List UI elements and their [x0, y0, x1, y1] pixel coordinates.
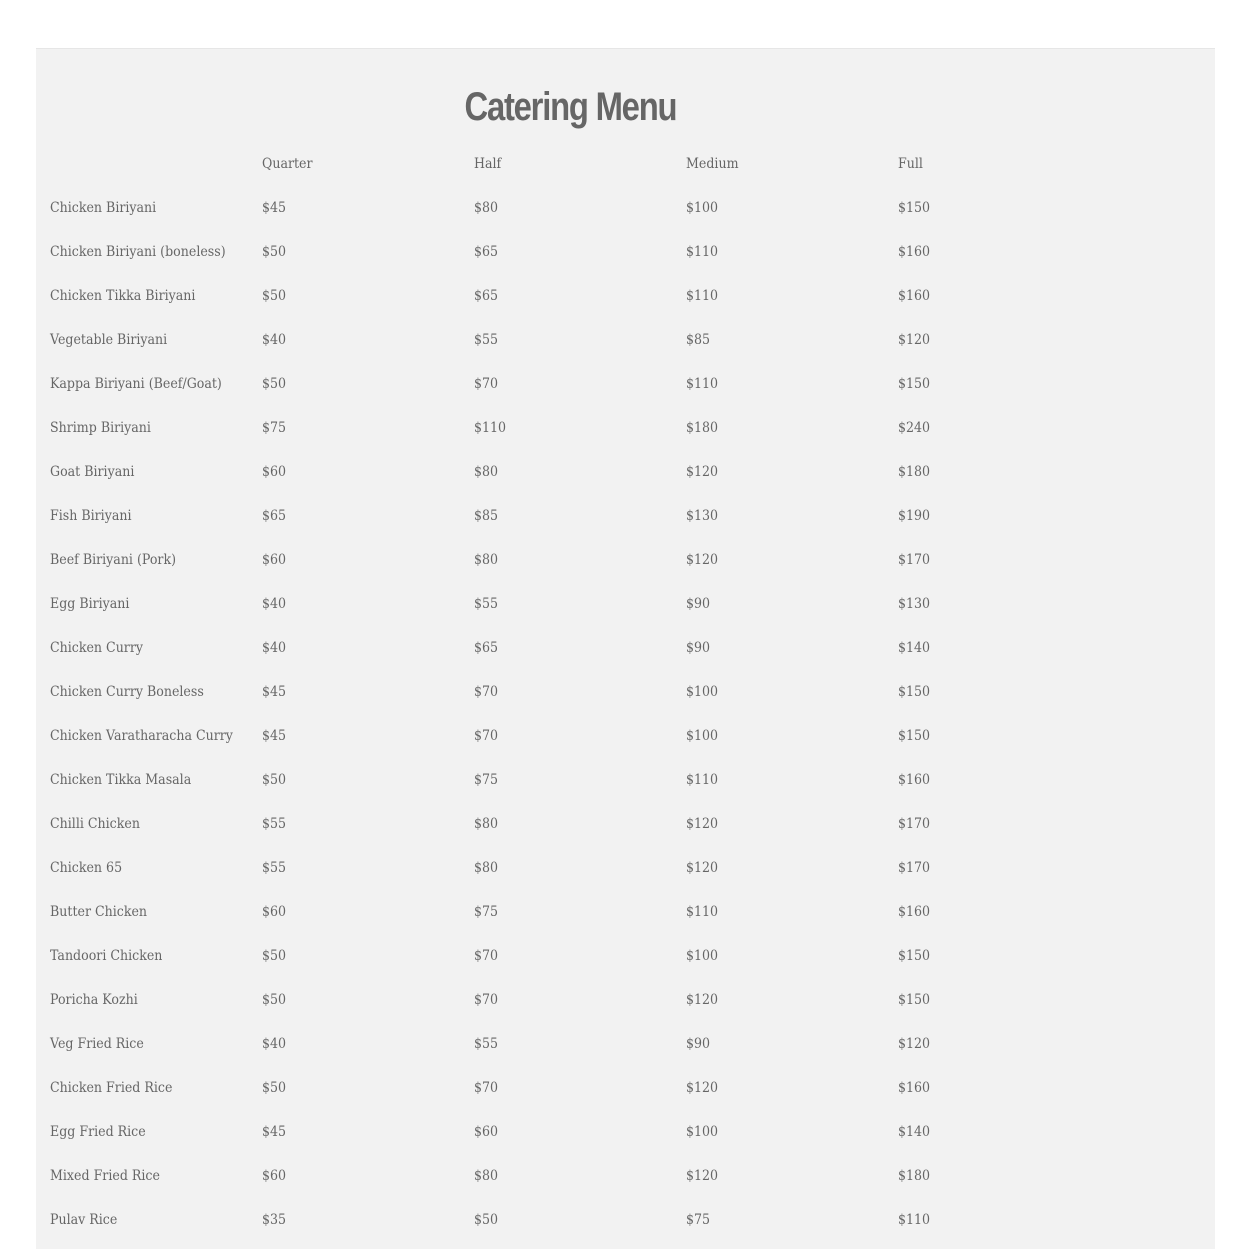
price-medium: $120	[686, 552, 719, 568]
price-medium: $110	[686, 288, 719, 304]
price-full: $160	[898, 1080, 931, 1096]
table-row	[50, 934, 1110, 978]
price-medium: $130	[686, 508, 719, 524]
price-quarter: $50	[262, 1080, 287, 1096]
menu-item-name: Chicken Tikka Biriyani	[50, 288, 196, 304]
price-full: $120	[898, 332, 931, 348]
menu-item-name: Chicken Curry Boneless	[50, 684, 204, 700]
table-row	[50, 1022, 1110, 1066]
price-full: $150	[898, 376, 931, 392]
menu-table	[50, 142, 1110, 1242]
price-half: $65	[474, 288, 499, 304]
menu-item-name: Beef Biriyani (Pork)	[50, 552, 177, 568]
price-medium: $120	[686, 992, 719, 1008]
price-full: $180	[898, 464, 931, 480]
table-row	[50, 714, 1110, 758]
price-half: $80	[474, 1168, 499, 1184]
price-medium: $90	[686, 596, 711, 612]
column-header-full: Full	[898, 156, 923, 172]
price-full: $160	[898, 904, 931, 920]
price-half: $65	[474, 244, 499, 260]
price-half: $70	[474, 728, 499, 744]
menu-item-name: Chicken Fried Rice	[50, 1080, 173, 1096]
menu-item-name: Kappa Biriyani (Beef/Goat)	[50, 376, 222, 392]
table-row	[50, 626, 1110, 670]
price-half: $80	[474, 552, 499, 568]
price-medium: $180	[686, 420, 719, 436]
price-half: $65	[474, 640, 499, 656]
menu-title: Catering Menu	[464, 85, 677, 129]
price-quarter: $60	[262, 904, 287, 920]
menu-item-name: Chicken 65	[50, 860, 123, 876]
price-full: $160	[898, 772, 931, 788]
menu-item-name: Mixed Fried Rice	[50, 1168, 160, 1184]
price-half: $85	[474, 508, 499, 524]
price-quarter: $55	[262, 816, 287, 832]
price-medium: $90	[686, 640, 711, 656]
table-row	[50, 1198, 1110, 1242]
menu-item-name: Chicken Biriyani	[50, 200, 157, 216]
table-row	[50, 186, 1110, 230]
table-row	[50, 582, 1110, 626]
menu-item-name: Veg Fried Rice	[50, 1036, 144, 1052]
price-quarter: $60	[262, 552, 287, 568]
price-full: $150	[898, 992, 931, 1008]
price-medium: $100	[686, 1124, 719, 1140]
price-full: $150	[898, 728, 931, 744]
price-full: $180	[898, 1168, 931, 1184]
price-full: $130	[898, 596, 931, 612]
price-quarter: $50	[262, 772, 287, 788]
table-row	[50, 1154, 1110, 1198]
table-row	[50, 890, 1110, 934]
price-half: $60	[474, 1124, 499, 1140]
price-quarter: $40	[262, 596, 287, 612]
menu-item-name: Chicken Varatharacha Curry	[50, 728, 233, 744]
price-medium: $120	[686, 816, 719, 832]
price-quarter: $60	[262, 1168, 287, 1184]
price-half: $70	[474, 948, 499, 964]
price-medium: $110	[686, 376, 719, 392]
menu-item-name: Egg Fried Rice	[50, 1124, 146, 1140]
price-full: $120	[898, 1036, 931, 1052]
price-half: $80	[474, 464, 499, 480]
table-row	[50, 846, 1110, 890]
price-medium: $110	[686, 772, 719, 788]
menu-item-name: Tandoori Chicken	[50, 948, 163, 964]
price-quarter: $45	[262, 728, 287, 744]
price-quarter: $45	[262, 200, 287, 216]
table-row	[50, 362, 1110, 406]
price-medium: $110	[686, 244, 719, 260]
table-header-row	[50, 142, 1110, 186]
price-medium: $120	[686, 1168, 719, 1184]
catering-menu-panel	[36, 48, 1215, 1249]
price-medium: $120	[686, 1080, 719, 1096]
price-half: $70	[474, 376, 499, 392]
price-medium: $100	[686, 948, 719, 964]
table-row	[50, 1066, 1110, 1110]
table-row	[50, 758, 1110, 802]
price-quarter: $75	[262, 420, 287, 436]
price-full: $170	[898, 552, 931, 568]
menu-item-name: Goat Biriyani	[50, 464, 135, 480]
table-row	[50, 670, 1110, 714]
price-full: $150	[898, 684, 931, 700]
price-medium: $120	[686, 860, 719, 876]
table-row	[50, 978, 1110, 1022]
price-half: $80	[474, 860, 499, 876]
table-row	[50, 406, 1110, 450]
menu-item-name: Pulav Rice	[50, 1212, 118, 1228]
price-quarter: $50	[262, 288, 287, 304]
menu-item-name: Vegetable Biriyani	[50, 332, 168, 348]
menu-item-name: Chicken Biriyani (boneless)	[50, 244, 226, 260]
table-row	[50, 538, 1110, 582]
menu-item-name: Fish Biriyani	[50, 508, 132, 524]
menu-item-name: Chicken Tikka Masala	[50, 772, 192, 788]
table-row	[50, 318, 1110, 362]
table-row	[50, 1110, 1110, 1154]
menu-item-name: Poricha Kozhi	[50, 992, 138, 1008]
price-quarter: $60	[262, 464, 287, 480]
price-medium: $85	[686, 332, 711, 348]
price-quarter: $40	[262, 332, 287, 348]
price-half: $80	[474, 200, 499, 216]
price-full: $170	[898, 860, 931, 876]
price-half: $70	[474, 684, 499, 700]
price-medium: $75	[686, 1212, 711, 1228]
menu-table-body	[50, 186, 1110, 1242]
price-quarter: $50	[262, 992, 287, 1008]
price-full: $160	[898, 288, 931, 304]
price-full: $110	[898, 1212, 931, 1228]
price-quarter: $40	[262, 1036, 287, 1052]
price-full: $140	[898, 1124, 931, 1140]
table-row	[50, 450, 1110, 494]
price-half: $55	[474, 332, 499, 348]
menu-item-name: Egg Biriyani	[50, 596, 130, 612]
column-header-medium: Medium	[686, 156, 739, 172]
price-full: $190	[898, 508, 931, 524]
menu-item-name: Chicken Curry	[50, 640, 143, 656]
price-quarter: $50	[262, 244, 287, 260]
table-row	[50, 802, 1110, 846]
price-half: $80	[474, 816, 499, 832]
price-half: $55	[474, 1036, 499, 1052]
price-quarter: $55	[262, 860, 287, 876]
price-quarter: $45	[262, 1124, 287, 1140]
menu-item-name: Shrimp Biriyani	[50, 420, 151, 436]
table-row	[50, 274, 1110, 318]
menu-item-name: Chilli Chicken	[50, 816, 140, 832]
price-quarter: $50	[262, 948, 287, 964]
price-quarter: $65	[262, 508, 287, 524]
price-quarter: $40	[262, 640, 287, 656]
price-full: $240	[898, 420, 931, 436]
price-full: $150	[898, 948, 931, 964]
price-medium: $110	[686, 904, 719, 920]
table-row	[50, 230, 1110, 274]
price-half: $110	[474, 420, 507, 436]
column-header-half: Half	[474, 156, 502, 172]
column-header-item	[50, 142, 262, 186]
price-medium: $100	[686, 728, 719, 744]
price-half: $70	[474, 1080, 499, 1096]
price-full: $160	[898, 244, 931, 260]
price-full: $170	[898, 816, 931, 832]
column-header-quarter: Quarter	[262, 156, 313, 172]
table-row	[50, 494, 1110, 538]
price-quarter: $50	[262, 376, 287, 392]
price-medium: $100	[686, 200, 719, 216]
price-half: $75	[474, 772, 499, 788]
price-half: $50	[474, 1212, 499, 1228]
price-medium: $90	[686, 1036, 711, 1052]
price-medium: $100	[686, 684, 719, 700]
price-half: $55	[474, 596, 499, 612]
menu-item-name: Butter Chicken	[50, 904, 148, 920]
price-quarter: $45	[262, 684, 287, 700]
price-medium: $120	[686, 464, 719, 480]
price-half: $75	[474, 904, 499, 920]
price-full: $150	[898, 200, 931, 216]
price-quarter: $35	[262, 1212, 287, 1228]
price-full: $140	[898, 640, 931, 656]
price-half: $70	[474, 992, 499, 1008]
